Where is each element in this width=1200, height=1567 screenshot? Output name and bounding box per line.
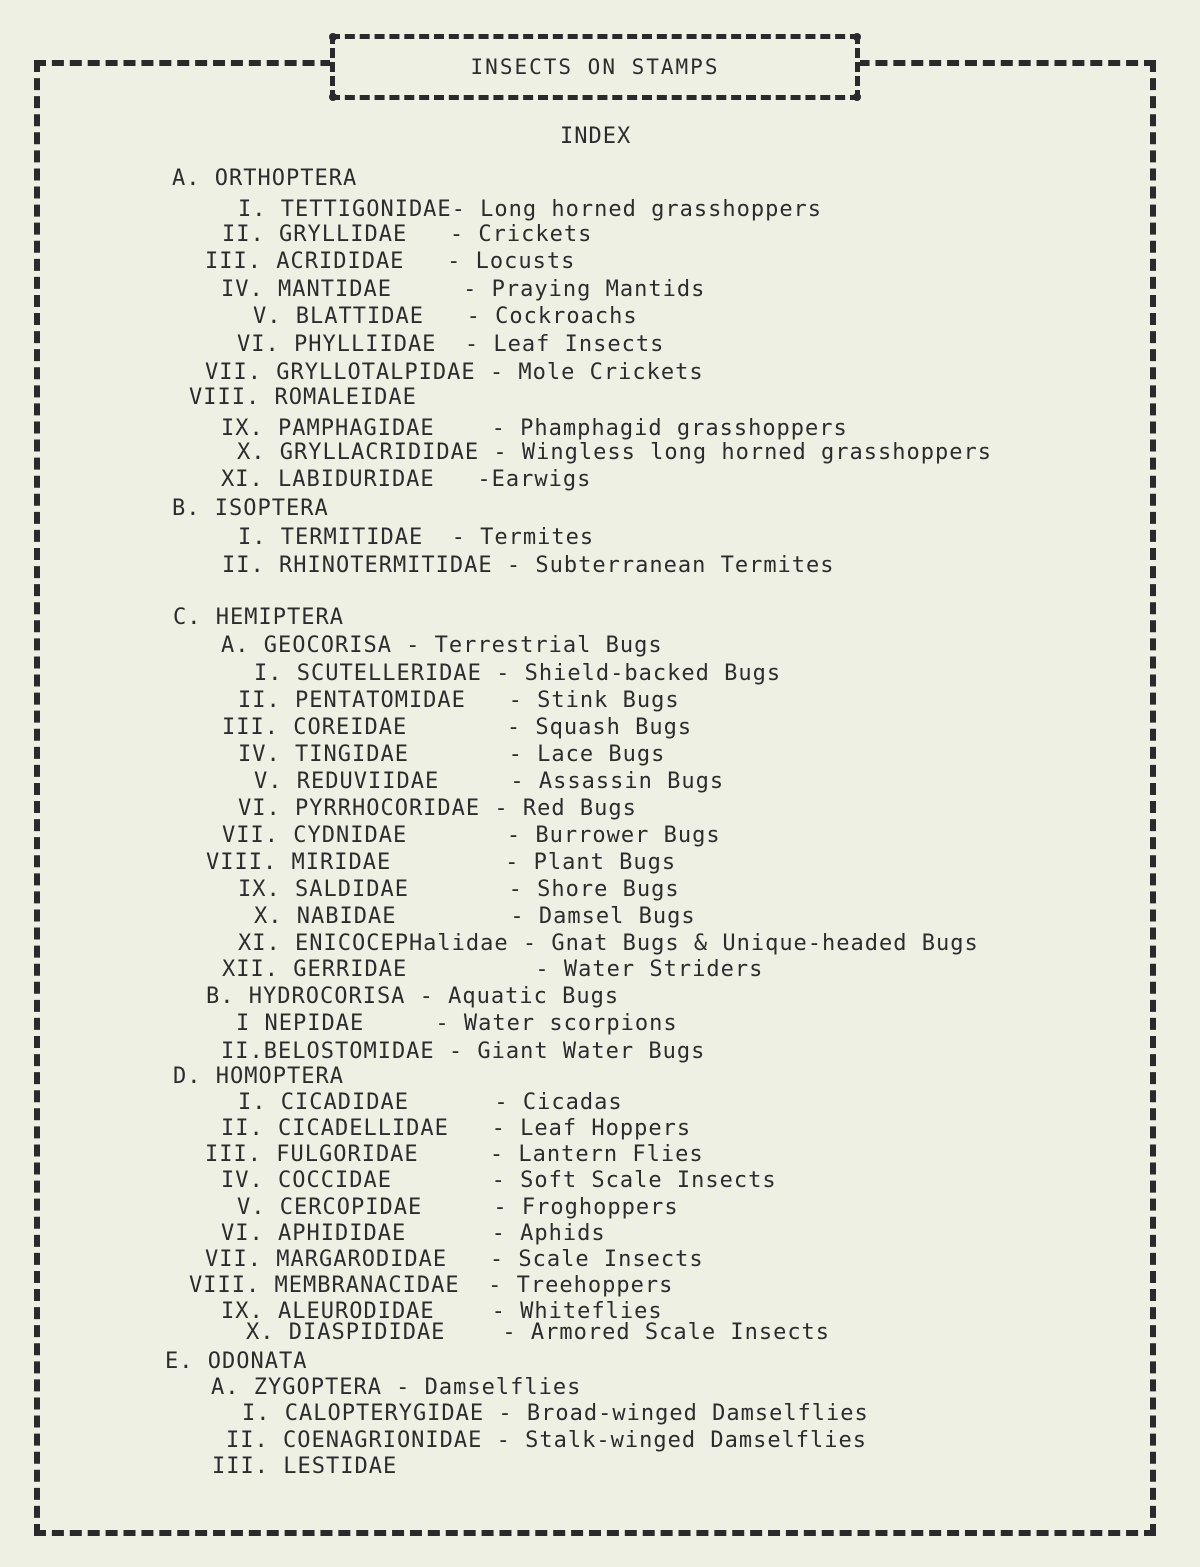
index-line: A. ORTHOPTERA xyxy=(172,166,358,191)
index-line: VIII. MEMBRANACIDAE - Treehoppers xyxy=(189,1273,674,1298)
index-line: C. HEMIPTERA xyxy=(173,605,344,630)
index-line: XII. GERRIDAE - Water Striders xyxy=(222,957,764,982)
index-line: III. COREIDAE - Squash Bugs xyxy=(222,715,693,740)
index-line: II. RHINOTERMITIDAE - Subterranean Termites xyxy=(222,553,835,578)
index-line: XI. LABIDURIDAE -Earwigs xyxy=(221,467,592,492)
corner-dot-icon xyxy=(329,93,337,101)
index-line: VI. PYRRHOCORIDAE - Red Bugs xyxy=(238,796,637,821)
index-line: II. PENTATOMIDAE - Stink Bugs xyxy=(238,688,680,713)
index-line: IX. SALDIDAE - Shore Bugs xyxy=(238,877,680,902)
index-line: II. GRYLLIDAE - Crickets xyxy=(222,222,593,247)
corner-dot-icon xyxy=(853,93,861,101)
index-line: IX. ALEURODIDAE - Whiteflies xyxy=(221,1299,663,1324)
index-line: X. DIASPIDIDAE - Armored Scale Insects xyxy=(246,1320,831,1345)
index-line: X. NABIDAE - Damsel Bugs xyxy=(254,904,696,929)
index-line: IV. MANTIDAE - Praying Mantids xyxy=(221,277,706,302)
index-line: I NEPIDAE - Water scorpions xyxy=(236,1011,678,1036)
index-line: I. CICADIDAE - Cicadas xyxy=(238,1090,623,1115)
index-line: A. ZYGOPTERA - Damselflies xyxy=(211,1375,582,1400)
index-line: II. COENAGRIONIDAE - Stalk-winged Damselflies xyxy=(226,1428,868,1453)
index-line: I. TERMITIDAE - Termites xyxy=(238,525,595,550)
index-line: D. HOMOPTERA xyxy=(173,1064,344,1089)
index-line: V. CERCOPIDAE - Froghoppers xyxy=(237,1195,679,1220)
corner-dot-icon xyxy=(853,33,861,41)
index-line: VI. PHYLLIIDAE - Leaf Insects xyxy=(237,332,665,357)
index-line: VI. APHIDIDAE - Aphids xyxy=(221,1221,606,1246)
index-line: VII. GRYLLOTALPIDAE - Mole Crickets xyxy=(205,360,704,385)
index-line: I. SCUTELLERIDAE - Shield-backed Bugs xyxy=(254,661,782,686)
index-line: B. ISOPTERA xyxy=(172,496,329,521)
index-line: I. TETTIGONIDAE- Long horned grasshoppers xyxy=(238,197,823,222)
index-line: III. ACRIDIDAE - Locusts xyxy=(205,249,576,274)
index-line: XI. ENICOCEPHalidae - Gnat Bugs & Unique-headed Bugs xyxy=(238,931,979,956)
title-box xyxy=(330,34,860,100)
index-line: II.BELOSTOMIDAE - Giant Water Bugs xyxy=(221,1039,706,1064)
index-line: I. CALOPTERYGIDAE - Broad-winged Damselflies xyxy=(242,1401,869,1426)
index-line: VII. MARGARODIDAE - Scale Insects xyxy=(205,1247,704,1272)
index-line: V. BLATTIDAE - Cockroachs xyxy=(253,304,638,329)
index-line: VIII. ROMALEIDAE xyxy=(189,385,417,410)
index-line: IV. TINGIDAE - Lace Bugs xyxy=(238,742,666,767)
corner-dot-icon xyxy=(329,33,337,41)
index-line: III. FULGORIDAE - Lantern Flies xyxy=(205,1142,704,1167)
index-line: E. ODONATA xyxy=(165,1349,308,1374)
page-title: INSECTS ON STAMPS xyxy=(470,55,720,79)
index-line: VIII. MIRIDAE - Plant Bugs xyxy=(206,850,677,875)
index-line: X. GRYLLACRIDIDAE - Wingless long horned grasshoppers xyxy=(237,440,992,465)
index-line: A. GEOCORISA - Terrestrial Bugs xyxy=(221,633,663,658)
index-line: V. REDUVIIDAE - Assassin Bugs xyxy=(254,769,725,794)
index-line: IX. PAMPHAGIDAE - Phamphagid grasshoppers xyxy=(221,416,848,441)
index-line: VII. CYDNIDAE - Burrower Bugs xyxy=(222,823,721,848)
index-line: IV. COCCIDAE - Soft Scale Insects xyxy=(221,1168,777,1193)
index-line: II. CICADELLIDAE - Leaf Hoppers xyxy=(221,1116,692,1141)
index-line: III. LESTIDAE xyxy=(212,1454,398,1479)
index-line: B. HYDROCORISA - Aquatic Bugs xyxy=(206,984,620,1009)
index-heading: INDEX xyxy=(560,124,632,149)
